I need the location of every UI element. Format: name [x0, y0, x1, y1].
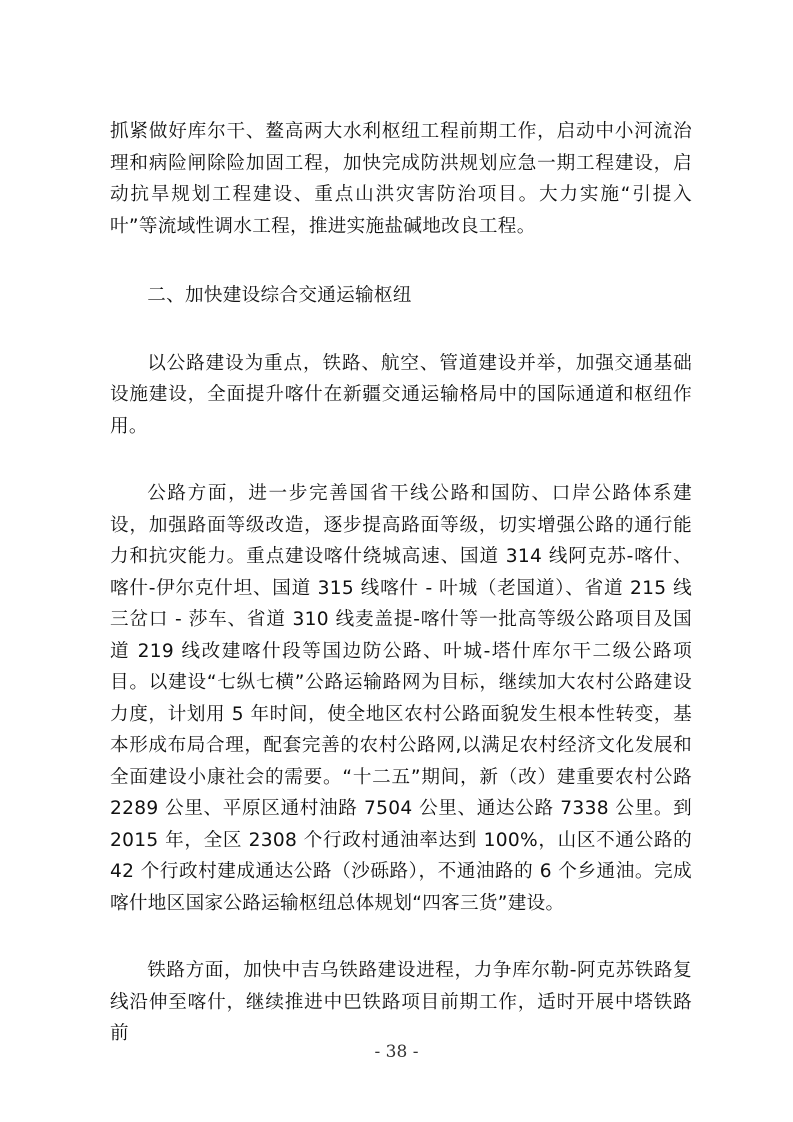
document-body: [110, 116, 692, 1050]
paragraph-railways: 铁路方面，加快中吉乌铁路建设进程，力争库尔勒-阿克苏铁路复线沿伸至喀什，继续推进中巴铁路项目前期工作，适时开展中塔铁路前: [110, 960, 692, 1044]
section-heading-transport-hub: 二、加快建设综合交通运输枢纽: [147, 285, 412, 306]
paragraph-highways: 公路方面，进一步完善国省干线公路和国防、口岸公路体系建设，加强路面等级改造，逐步提高路面等级，切实增强公路的通行能力和抗灾能力。重点建设喀什绕城高速、国道 314 线阿克苏-喀什、喀什-伊尔克什坦、国道 315 线喀什 - 叶城（老国道）、省道 215 线三岔口 - 莎车、省道 310 线麦盖提-喀什等一批高等级公路项目及国道 219 线改建喀什段等国边防公路、叶城-塔什库尔干二级公路项目。以建设“七纵七横”公路运输路网为目标，继续加大农村公路建设力度，计划用 5 年时间，使全地区农村公路面貌发生根本性转变，基本形成布局合理，配套完善的农村公路网,以满足农村经济文化发展和全面建设小康社会的需要。“十二五”期间，新（改）建重要农村公路 2289 公里、平原区通村油路 7504 公里、通达公路 7338 公里。到 2015 年，全区 2308 个行政村通油率达到 100%，山区不通公路的 42 个行政村建成通达公路（沙砾路），不通油路的 6 个乡通油。完成喀什地区国家公路运输枢纽总体规划“四客三货”建设。: [110, 483, 692, 914]
paragraph-water-projects: 抓紧做好库尔干、鳌高两大水利枢纽工程前期工作，启动中小河流治理和病险闸除险加固工程，加快完成防洪规划应急一期工程建设，启动抗旱规划工程建设、重点山洪灾害防治项目。大力实施“引提入叶”等流域性调水工程，推进实施盐碱地改良工程。: [110, 121, 692, 237]
paragraph-transport-overview: 以公路建设为重点，铁路、航空、管道建设并举，加强交通基础设施建设，全面提升喀什在新疆交通运输格局中的国际通道和枢纽作用。: [110, 352, 692, 437]
page-number: - 38 -: [374, 1042, 419, 1062]
